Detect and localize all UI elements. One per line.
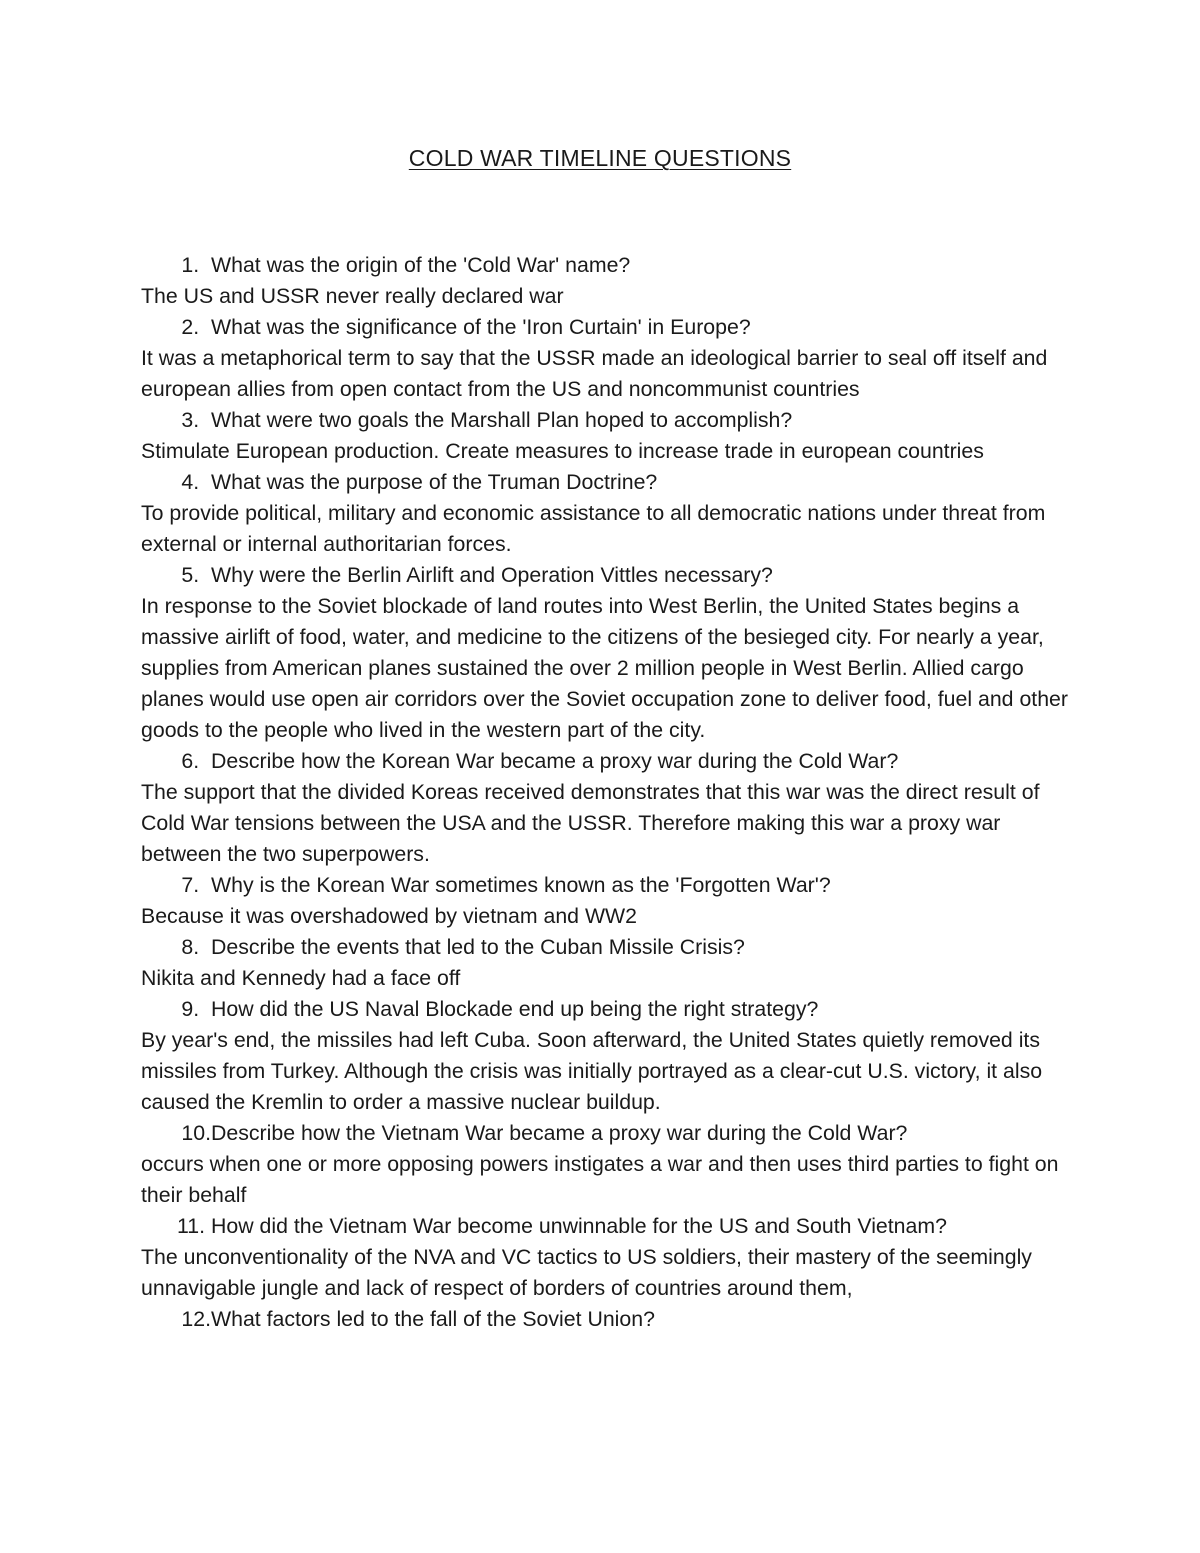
question-line <box>141 1118 1076 1149</box>
question-line <box>141 467 1076 498</box>
question-text: What was the significance of the 'Iron Curtain' in Europe? <box>211 315 751 339</box>
page-title: COLD WAR TIMELINE QUESTIONS <box>408 145 792 171</box>
question-item-2 <box>141 312 1076 405</box>
question-item-6 <box>141 746 1076 870</box>
question-item-1 <box>141 250 1076 312</box>
question-line <box>141 932 1076 963</box>
question-item-7 <box>141 870 1076 932</box>
question-number: 1. <box>181 253 200 277</box>
question-text: Describe the events that led to the Cuban Missile Crisis? <box>211 935 745 959</box>
question-number: 8. <box>181 935 200 959</box>
answer-text: To provide political, military and economic assistance to all democratic nations under threat from external or internal authoritarian forces. <box>141 501 1046 556</box>
question-line <box>141 1211 1076 1242</box>
answer-text: In response to the Soviet blockade of land routes into West Berlin, the United States begins a massive airlift of food, water, and medicine to the citizens of the besieged city. For nearly a year, supplies from American planes sustained the over 2 million people in West Berlin. Allied cargo planes would use open air corridors over the Soviet occupation zone to deliver food, fuel and other goods to the people who lived in the western part of the city. <box>141 594 1068 742</box>
question-item-4 <box>141 467 1076 560</box>
question-number: 3. <box>181 408 200 432</box>
question-list <box>141 250 1076 1335</box>
question-number: 6. <box>181 749 200 773</box>
question-text: What was the purpose of the Truman Doctrine? <box>211 470 658 494</box>
question-item-10 <box>141 1118 1076 1211</box>
question-number: 4. <box>181 470 200 494</box>
answer-text: Stimulate European production. Create measures to increase trade in european countries <box>141 439 984 463</box>
question-item-3 <box>141 405 1076 467</box>
question-line <box>141 994 1076 1025</box>
question-item-11 <box>141 1211 1076 1304</box>
answer-text: The US and USSR never really declared war <box>141 284 564 308</box>
question-item-12 <box>141 1304 1076 1335</box>
question-text: What were two goals the Marshall Plan hoped to accomplish? <box>211 408 793 432</box>
question-line <box>141 560 1076 591</box>
question-line <box>141 870 1076 901</box>
question-text: What factors led to the fall of the Soviet Union? <box>211 1307 655 1331</box>
question-line <box>141 250 1076 281</box>
question-text: Describe how the Vietnam War became a proxy war during the Cold War? <box>211 1121 908 1145</box>
question-line <box>141 405 1076 436</box>
question-line <box>141 1304 1076 1335</box>
question-line <box>141 312 1076 343</box>
question-text: How did the US Naval Blockade end up being the right strategy? <box>211 997 819 1021</box>
question-text: How did the Vietnam War become unwinnable for the US and South Vietnam? <box>211 1214 947 1238</box>
question-number: 12. <box>181 1307 211 1331</box>
answer-text: Nikita and Kennedy had a face off <box>141 966 461 990</box>
answer-text: By year's end, the missiles had left Cuba. Soon afterward, the United States quietly removed its missiles from Turkey. Although the crisis was initially portrayed as a clear-cut U.S. victory, it also caused the Kremlin to order a massive nuclear buildup. <box>141 1028 1043 1114</box>
question-number: 7. <box>181 873 200 897</box>
question-number: 2. <box>181 315 200 339</box>
answer-text: occurs when one or more opposing powers instigates a war and then uses third parties to fight on their behalf <box>141 1152 1059 1207</box>
question-item-8 <box>141 932 1076 994</box>
question-number: 5. <box>181 563 200 587</box>
question-text: What was the origin of the 'Cold War' name? <box>211 253 631 277</box>
question-number: 10. <box>181 1121 211 1145</box>
answer-text: Because it was overshadowed by vietnam and WW2 <box>141 904 637 928</box>
answer-text: It was a metaphorical term to say that the USSR made an ideological barrier to seal off itself and european allies from open contact from the US and noncommunist countries <box>141 346 1048 401</box>
question-text: Describe how the Korean War became a proxy war during the Cold War? <box>211 749 899 773</box>
answer-text: The support that the divided Koreas received demonstrates that this war was the direct result of Cold War tensions between the USA and the USSR. Therefore making this war a proxy war between the two superpowers. <box>141 780 1040 866</box>
question-text: Why were the Berlin Airlift and Operation Vittles necessary? <box>211 563 773 587</box>
answer-text: The unconventionality of the NVA and VC tactics to US soldiers, their mastery of the seemingly unnavigable jungle and lack of respect of borders of countries around them, <box>141 1245 1032 1300</box>
question-number: 11. <box>177 1214 206 1238</box>
question-item-5 <box>141 560 1076 746</box>
question-line <box>141 746 1076 777</box>
question-number: 9. <box>181 997 200 1021</box>
question-item-9 <box>141 994 1076 1118</box>
question-text: Why is the Korean War sometimes known as the 'Forgotten War'? <box>211 873 831 897</box>
